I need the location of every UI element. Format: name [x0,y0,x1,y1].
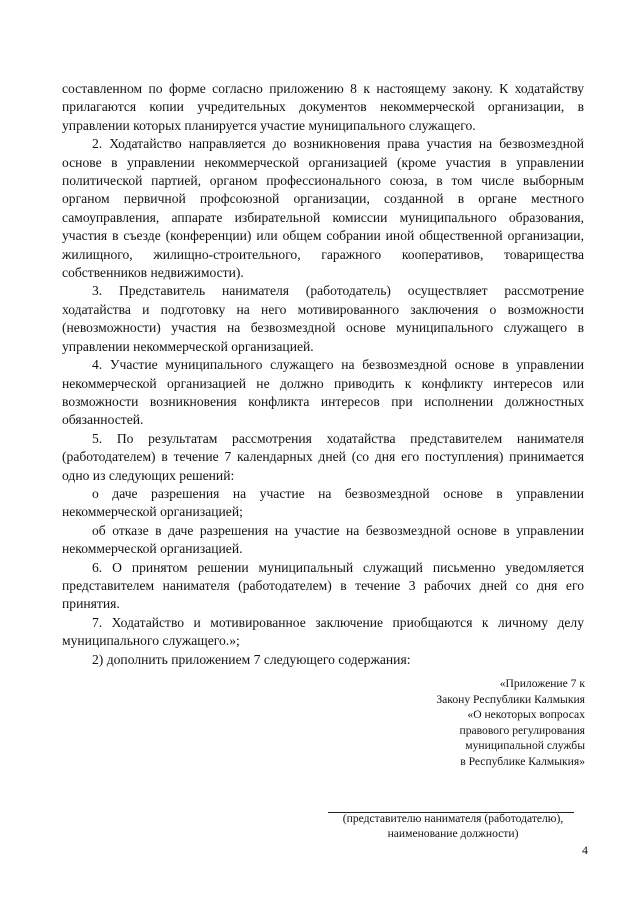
signature-caption-line: наименование должности) [387,827,519,841]
appendix-header [325,676,585,770]
paragraph-item-3: 3. Представитель нанимателя (работодатель) осуществляет рассмотрение ходатайства и подготовку на него мотивированного заключения о возможности (невозможности) участия на безвозмездной основе муниципального служащего в управлении некоммерческой организацией. [62,283,584,354]
document-body [62,80,584,669]
paragraph-item-7: 7. Ходатайство и мотивированное заключение приобщаются к личному делу муниципального служащего.»; [62,614,584,649]
paragraph-decision-refuse: об отказе в даче разрешения на участие на безвозмездной основе в управлении некоммерческой организацией. [62,522,584,557]
appendix-header-line: «Приложение 7 к [499,677,585,690]
page-number: 4 [582,843,588,857]
paragraph-item-6: 6. О принятом решении муниципальный служащий письменно уведомляется представителем нанимателя (работодателем) в течение 3 рабочих дней со дня его принятия. [62,559,584,612]
appendix-header-line: муниципальной службы [465,739,585,753]
paragraph-decision-grant: о даче разрешения на участие на безвозмездной основе в управлении некоммерческой организацией; [62,485,584,520]
appendix-header-line: «О некоторых вопросах [467,708,585,722]
paragraph-item-5: 5. По результатам рассмотрения ходатайства представителем нанимателя (работодателем) в течение 7 календарных дней (со дня его поступления) принимается одно из следующих решений: [62,430,584,483]
paragraph-continuation: составленном по форме согласно приложению 8 к настоящему закону. К ходатайству прилагаются копии учредительных документов некоммерческой организации, в управлении которых планируется участие муниципального служащего. [62,81,584,133]
paragraph-item-2: 2. Ходатайство направляется до возникновения права участия на безвозмездной основе в управлении некоммерческой организацией (кроме участия в управлении политической партией, органом профессионального союза, в том числе выборным органом первичной профсоюзной организации, созданной в органе местного самоуправления, аппарате избирательной комиссии муниципального образования, участия в съезде (конференции) или общем собрании иной общественной организации, жилищного, жилищно-строительного, гаражного кооперативов, товарищества собственников недвижимости). [62,136,584,281]
appendix-header-line: Закону Республики Калмыкия [436,692,585,706]
signature-caption [322,811,584,842]
paragraph-item-4: 4. Участие муниципального служащего на безвозмездной основе в управлении некоммерческой организацией не должно приводить к конфликту интересов или возможности возникновения конфликта интересов при исполнении должностных обязанностей. [62,357,584,428]
paragraph-amendment: 2) дополнить приложением 7 следующего содержания: [92,651,411,667]
appendix-header-line: правового регулирования [459,723,585,737]
signature-caption-line: (представителю нанимателя (работодателю), [342,812,564,825]
appendix-header-line: в Республике Калмыкия» [460,754,585,768]
